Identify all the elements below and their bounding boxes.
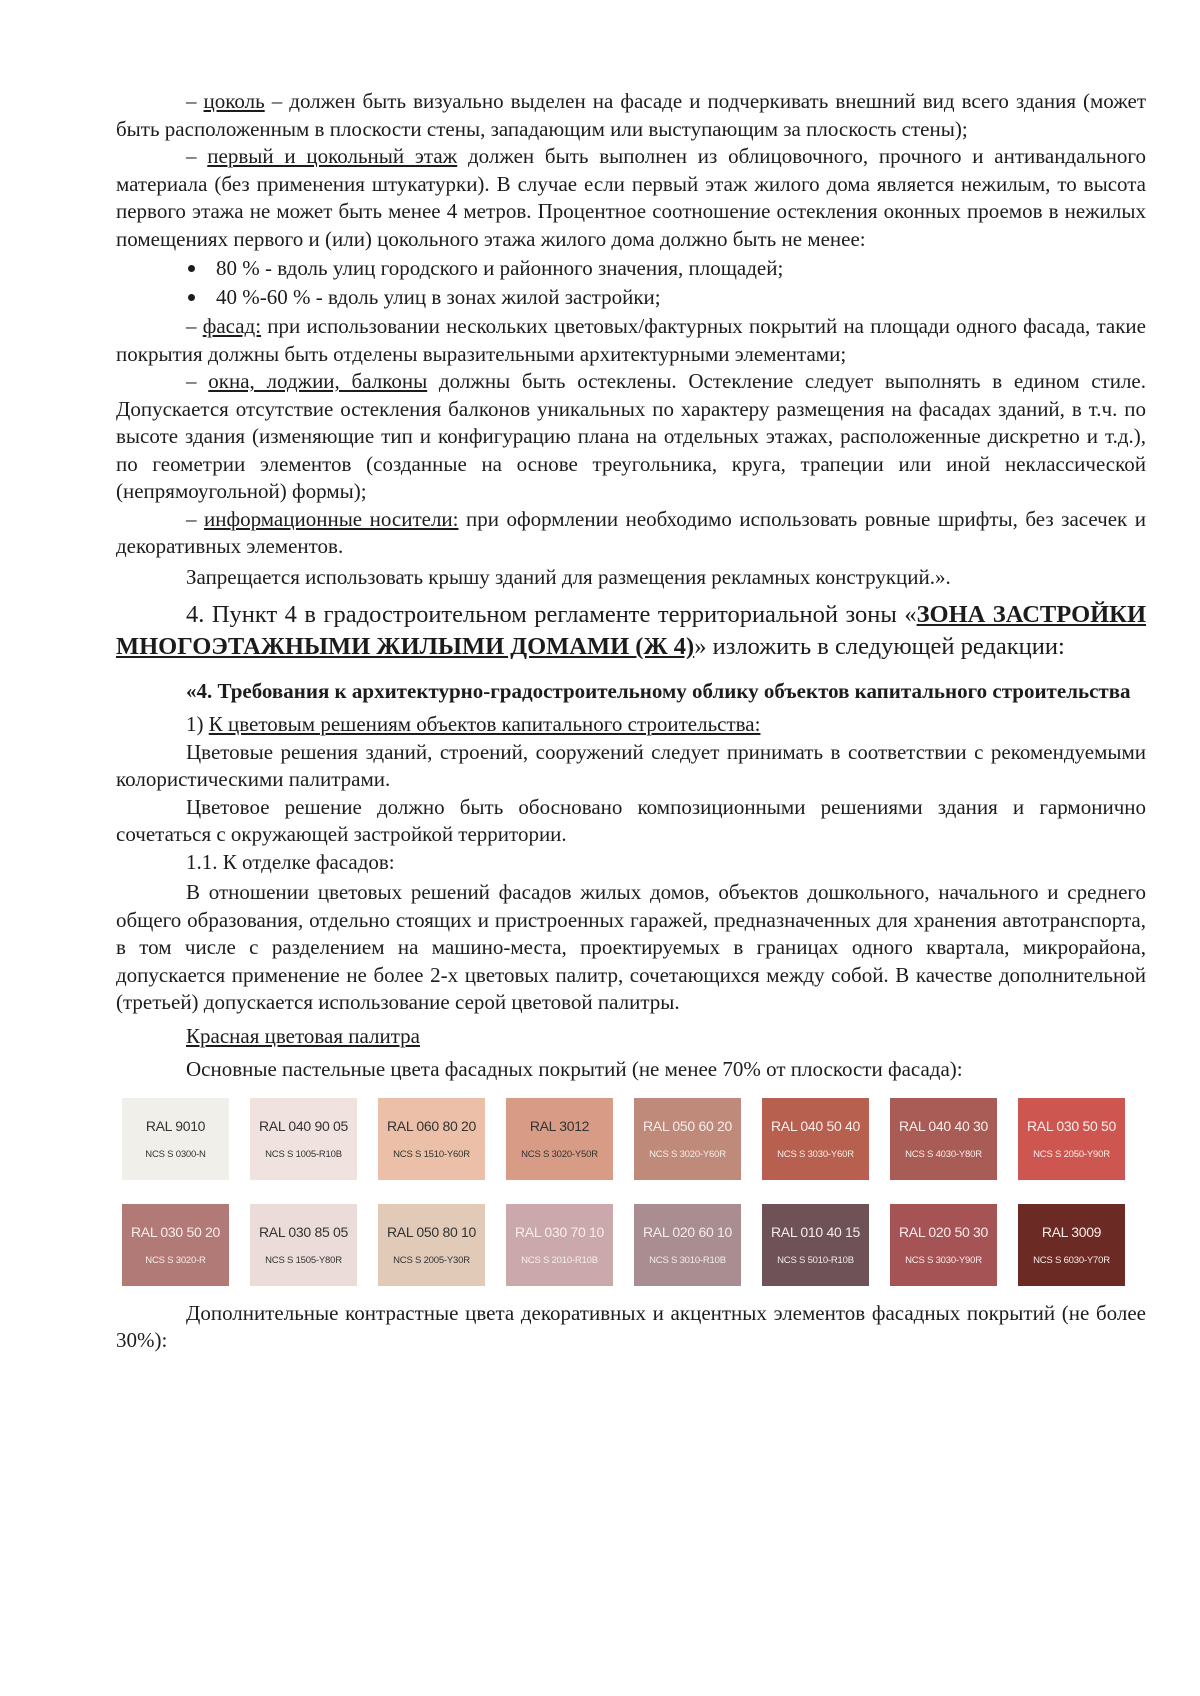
- color-swatch: [762, 1204, 869, 1286]
- color-swatch: [122, 1098, 229, 1180]
- ncs-code: NCS S 1005-R10B: [265, 1148, 342, 1160]
- ral-code: RAL 040 50 40: [771, 1117, 860, 1134]
- term-first-floor: первый и цокольный этаж: [207, 144, 458, 168]
- dash: –: [186, 314, 203, 338]
- palette-intro: Основные пастельные цвета фасадных покрытий (не менее 70% от плоскости фасада):: [186, 1057, 963, 1081]
- item-4-amendment: [116, 599, 1146, 663]
- paragraph-signage: [116, 506, 1146, 561]
- ncs-code: NCS S 3030-Y60R: [777, 1148, 854, 1160]
- list-item: [116, 254, 1146, 283]
- color-swatch: [1018, 1098, 1125, 1180]
- subsection-number: 1): [186, 712, 209, 736]
- ncs-code: NCS S 1510-Y60R: [393, 1148, 470, 1160]
- dash: –: [186, 144, 208, 168]
- palette-title-text: Красная цветовая палитра: [186, 1023, 420, 1048]
- paragraph-text: должны быть остеклены. Остекление следует выполнять в едином стиле. Допускается отсутствие остекления балконов уникальных по характеру размещения на фасадах зданий, в т.ч. по высоте здания (изменяющие тип и конфигурацию плана на отдельных этажах, расположенные дискретно и т.д.), по геометрии элементов (созданные на основе треугольника, круга, трапеции или иной неклассической (непрямоугольной) формы);: [116, 369, 1147, 503]
- ral-code: RAL 030 50 50: [1027, 1117, 1116, 1134]
- ncs-code: NCS S 4030-Y80R: [905, 1148, 982, 1160]
- ral-code: RAL 020 50 30: [899, 1223, 988, 1240]
- color-swatch: [250, 1204, 357, 1286]
- ncs-code: NCS S 3020-R: [145, 1254, 206, 1266]
- palette-title: [116, 1023, 1146, 1051]
- color-swatch: [1018, 1204, 1125, 1286]
- ral-code: RAL 040 90 05: [259, 1117, 348, 1134]
- ral-code: RAL 050 80 10: [387, 1223, 476, 1240]
- list-item-text: 40 %-60 % - вдоль улиц в зонах жилой застройки;: [216, 285, 661, 309]
- term-signage: информационные носители:: [204, 506, 459, 531]
- color-swatch: [378, 1204, 485, 1286]
- dash: –: [186, 506, 205, 531]
- color-swatch: [634, 1204, 741, 1286]
- term-plinth: цоколь: [203, 89, 265, 113]
- ral-code: RAL 020 60 10: [643, 1223, 732, 1240]
- ral-code: RAL 060 80 20: [387, 1117, 476, 1134]
- ncs-code: NCS S 3030-Y90R: [905, 1254, 982, 1266]
- bullet-icon: [188, 294, 195, 301]
- paragraph-windows: [116, 368, 1146, 506]
- color-swatch: [762, 1098, 869, 1180]
- ral-code: RAL 010 40 15: [771, 1223, 860, 1240]
- zone-name: ЗОНА ЗАСТРОЙКИ МНОГОЭТАЖНЫМИ ЖИЛЫМИ ДОМАМИ (Ж 4): [116, 601, 1147, 660]
- section-heading: «4. Требования к архитектурно-градостроительному облику объектов капитального строительства: [186, 679, 1131, 703]
- subsection-title: К цветовым решениям объектов капитального строительства:: [208, 712, 761, 736]
- paragraph-roof-ads: Запрещается использовать крышу зданий для размещения рекламных конструкций.».: [186, 564, 951, 589]
- ncs-code: NCS S 3020-Y50R: [521, 1148, 598, 1160]
- ral-code: RAL 050 60 20: [643, 1117, 732, 1134]
- ncs-code: NCS S 5010-R10B: [777, 1254, 854, 1266]
- item-4-tail: » изложить в следующей редакции:: [694, 633, 1065, 660]
- ral-code: RAL 030 85 05: [259, 1223, 348, 1240]
- ral-code: RAL 3012: [529, 1117, 590, 1134]
- ncs-code: NCS S 1505-Y80R: [265, 1254, 342, 1266]
- paragraph-composition: Цветовое решение должно быть обосновано композиционными решениями здания и гармонично сочетаться с окружающей застройкой территории.: [116, 794, 1146, 846]
- ncs-code: NCS S 3010-R10B: [649, 1254, 726, 1266]
- color-swatch: [890, 1204, 997, 1286]
- paragraph-accent-colors: Дополнительные контрастные цвета декоративных и акцентных элементов фасадных покрытий (не более 30%):: [116, 1300, 1146, 1352]
- ncs-code: NCS S 3020-Y60R: [649, 1148, 726, 1160]
- color-swatch: [378, 1098, 485, 1180]
- list-item: [116, 283, 1146, 312]
- dash: –: [186, 89, 204, 113]
- ncs-code: NCS S 0300-N: [145, 1148, 206, 1160]
- bullet-icon: [188, 265, 195, 272]
- list-item-text: 80 % - вдоль улиц городского и районного значения, площадей;: [216, 256, 784, 280]
- ncs-code: NCS S 2010-R10B: [521, 1254, 598, 1266]
- document-body: [116, 88, 1146, 1355]
- ncs-code: NCS S 2050-Y90R: [1033, 1148, 1110, 1160]
- dash: –: [186, 369, 209, 393]
- ncs-code: NCS S 6030-Y70R: [1033, 1254, 1110, 1266]
- paragraph-text: при использовании нескольких цветовых/фактурных покрытий на площади одного фасада, такие покрытия должны быть отделены выразительными архитектурными элементами;: [116, 314, 1146, 366]
- ral-code: RAL 9010: [145, 1117, 206, 1134]
- red-color-palette: [122, 1098, 1146, 1286]
- color-swatch: [506, 1098, 613, 1180]
- paragraph-palette-rules: В отношении цветовых решений фасадов жилых домов, объектов дошкольного, начального и среднего общего образования, отдельно стоящих и пристроенных гаражей, предназначенных для хранения автотранспорта, в том числе с разделением на машино-места, проектируемых в границах одного квартала, микрорайона, допускается применение не более 2-х цветовых палитр, сочетающихся между собой. В качестве дополнительной (третьей) допускается использование серой цветовой палитры.: [116, 880, 1146, 1014]
- ral-code: RAL 030 50 20: [131, 1223, 220, 1240]
- paragraph-text: должен быть выполнен из облицовочного, прочного и антивандального материала (без применения штукатурки). В случае если первый этаж жилого дома является нежилым, то высота первого этажа не может быть менее 4 метров. Процентное соотношение остекления оконных проемов в нежилых помещениях первого и (или) цокольного этажа жилого дома должно быть не менее:: [116, 144, 1147, 251]
- paragraph-text: при оформлении необходимо использовать ровные шрифты, без засечек и декоративных элементов.: [116, 506, 1147, 558]
- paragraph-first-floor: [116, 143, 1146, 253]
- ral-code: RAL 030 70 10: [515, 1223, 604, 1240]
- paragraph-facade-finish: 1.1. К отделке фасадов:: [186, 849, 395, 874]
- term-facade: фасад:: [202, 314, 262, 338]
- ral-code: RAL 3009: [1041, 1223, 1102, 1240]
- glazing-bullet-list: [116, 254, 1146, 312]
- paragraph-text: – должен быть визуально выделен на фасаде и подчеркивать внешний вид всего здания (может быть расположенным в плоскости стены, западающим или выступающим за плоскость стены);: [116, 89, 1147, 141]
- item-4-lead: 4. Пункт 4 в градостроительном регламенте территориальной зоны «: [186, 601, 917, 628]
- paragraph-plinth: [116, 88, 1146, 143]
- color-swatch: [250, 1098, 357, 1180]
- paragraph-color-palettes: Цветовые решения зданий, строений, сооружений следует принимать в соответствии с рекомендуемыми колористическими палитрами.: [116, 739, 1146, 791]
- ncs-code: NCS S 2005-Y30R: [393, 1254, 470, 1266]
- color-swatch: [890, 1098, 997, 1180]
- color-swatch: [122, 1204, 229, 1286]
- color-swatch: [506, 1204, 613, 1286]
- ral-code: RAL 040 40 30: [899, 1117, 988, 1134]
- subsection-color-solutions: [116, 711, 1146, 739]
- paragraph-facade: [116, 313, 1146, 368]
- term-windows: окна, лоджии, балконы: [208, 369, 428, 393]
- color-swatch: [634, 1098, 741, 1180]
